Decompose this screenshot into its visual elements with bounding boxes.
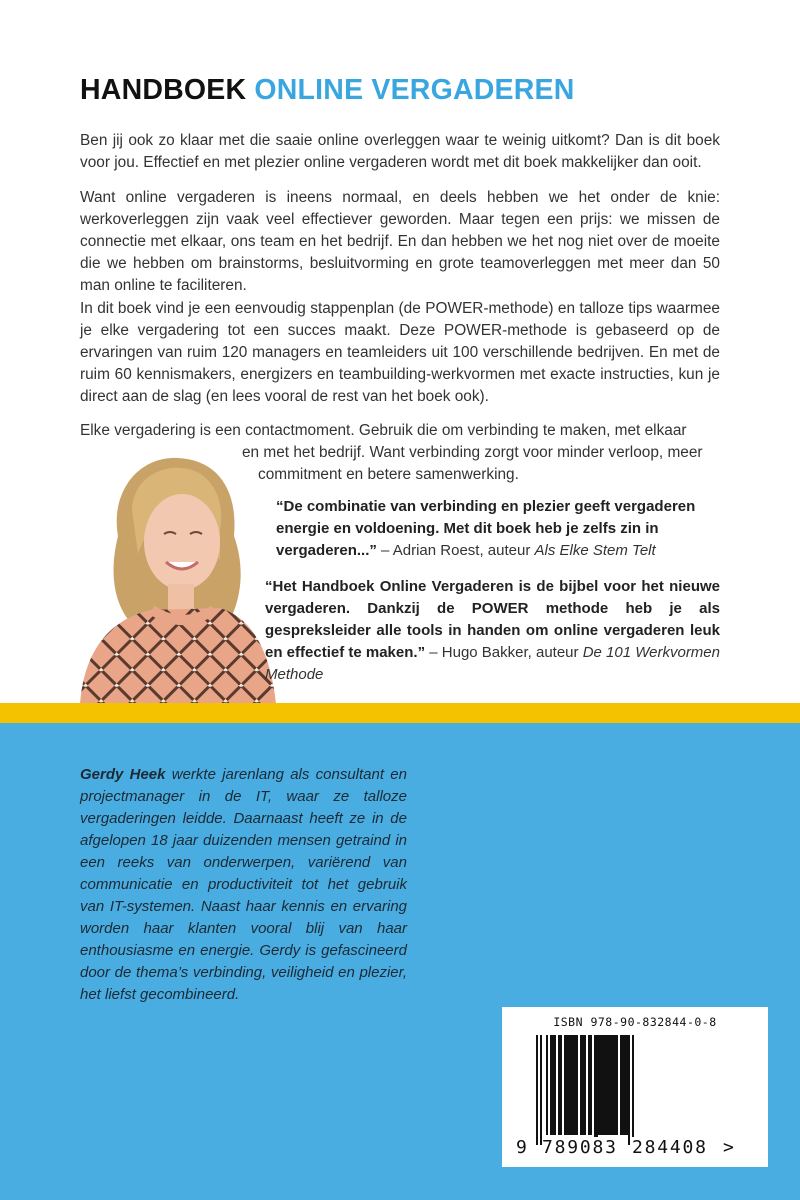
barcode-bar — [536, 1035, 538, 1145]
author-name: Gerdy Heek — [80, 766, 166, 783]
barcode-bar — [540, 1035, 542, 1145]
barcode-bar — [558, 1035, 562, 1135]
barcode-bar — [580, 1035, 582, 1135]
barcode-bar — [550, 1035, 554, 1135]
barcode-bar — [612, 1035, 614, 1135]
ean-first-digit: 9 — [516, 1137, 527, 1158]
contact-paragraph-line-2: en met het bedrijf. Want verbinding zorgt voor minder verloop, meer — [242, 444, 703, 461]
barcode-bar — [568, 1035, 572, 1135]
isbn-barcode — [502, 1007, 768, 1167]
barcode-bar — [628, 1035, 630, 1145]
quote-adrian-roest — [276, 496, 720, 562]
contact-paragraph-line-3: commitment en betere samenwerking. — [258, 466, 519, 483]
quote-1-work: Als Elke Stem Telt — [534, 542, 656, 559]
barcode-bar — [576, 1035, 578, 1135]
barcode-bar — [604, 1035, 608, 1135]
author-photo — [70, 450, 280, 704]
barcode-bar — [598, 1035, 600, 1135]
barcode-bar — [632, 1035, 634, 1145]
barcode-bar — [616, 1035, 618, 1135]
isbn-number: ISBN 978-90-832844-0-8 — [553, 1015, 717, 1029]
yellow-divider-band — [0, 703, 800, 723]
method-paragraph: In dit boek vind je een eenvoudig stappenplan (de POWER-methode) en talloze tips waarmee je elke vergadering tot een succes maakt. Deze POWER-methode is gebaseerd op de ervaringen van ruim 120 managers en teamleiders uit 100 verschillende bedrijven. En met de ruim 60 kennismakers, energizers en teambuilding-werkvormen met exacte instructies, kun je direct aan de slag (en lees vooral de rest van het boek ook). — [80, 300, 720, 405]
barcode-bar — [564, 1035, 568, 1135]
author-bio-text: werkte jarenlang als consultant en projectmanager in de IT, waar ze talloze vergaderingen leidde. Daarnaast heeft ze in de afgelopen 18 jaar duizenden mensen getraind in een reeks van onderwerpen, variërend van communicatie en productiviteit tot het gebruik van IT-systemen. Naast haar kennis en ervaring worden haar klanten vooral blij van haar enthousiasme en energie. Gerdy is gefascineerd door de thema’s verbinding, veiligheid en plezier, het liefst gecombineerd. — [80, 766, 407, 1003]
barcode-bar — [610, 1035, 612, 1135]
author-bio — [80, 764, 407, 1006]
problem-paragraph: Want online vergaderen is ineens normaal, en deels hebben we het onder de knie: werkoverleggen zijn vaak veel effectiever geworden. Maar tegen een prijs: we missen de connectie met elkaar, ons team en het bedrijf. En dan hebben we het nog niet over de moeite die we hebben om brainstorms, besluitvorming en grote teamoverleggen met meer dan 50 man online te faciliteren. — [80, 189, 720, 294]
ean-right-digits: 284408 — [632, 1137, 708, 1158]
barcode-bar — [620, 1035, 622, 1135]
barcode-bar — [554, 1035, 556, 1135]
barcode-bar — [572, 1035, 576, 1135]
barcode-bar — [622, 1035, 624, 1135]
contact-paragraph-line-1: Elke vergadering is een contactmoment. Gebruik die om verbinding te maken, met elkaar — [80, 422, 687, 439]
quote-hugo-bakker — [265, 576, 720, 686]
title-part-online-vergaderen: ONLINE VERGADEREN — [254, 74, 575, 106]
ean-left-digits: 789083 — [542, 1137, 618, 1158]
barcode-bar — [596, 1035, 598, 1145]
quote-1-text: “De combinatie van verbinding en plezier geeft vergaderen energie en voldoening. Met dit boek heb je zelfs zin in vergaderen...” — [276, 498, 696, 559]
book-title — [80, 74, 575, 107]
barcode-bar — [590, 1035, 592, 1135]
barcode-bar — [582, 1035, 586, 1135]
barcode-bar — [624, 1035, 628, 1135]
quote-1-source: – Adrian Roest, auteur — [376, 542, 535, 559]
quote-2-source: – Hugo Bakker, auteur — [425, 644, 583, 661]
barcode-bar — [594, 1035, 596, 1145]
title-part-handboek: HANDBOEK — [80, 74, 247, 106]
intro-paragraph: Ben jij ook zo klaar met die saaie online overleggen waar te weinig uitkomt? Dan is dit boek voor jou. Effectief en met plezier online vergaderen wordt met dit boek makkelijker dan ooit. — [80, 132, 720, 171]
barcode-bar — [602, 1035, 604, 1135]
barcode-bar — [600, 1035, 602, 1135]
ean-quiet-zone-marker: > — [723, 1137, 734, 1158]
barcode-bar — [608, 1035, 610, 1135]
quote-2-text: “Het Handboek Online Vergaderen is de bijbel voor het nieuwe vergaderen. Dankzij de POWER methode heb je als gespreksleider alle tools in handen om online vergaderen leuk en effectief te maken.” — [265, 578, 720, 661]
barcode-bar — [546, 1035, 548, 1135]
quote-2-work: De 101 Werkvormen Methode — [265, 644, 720, 683]
